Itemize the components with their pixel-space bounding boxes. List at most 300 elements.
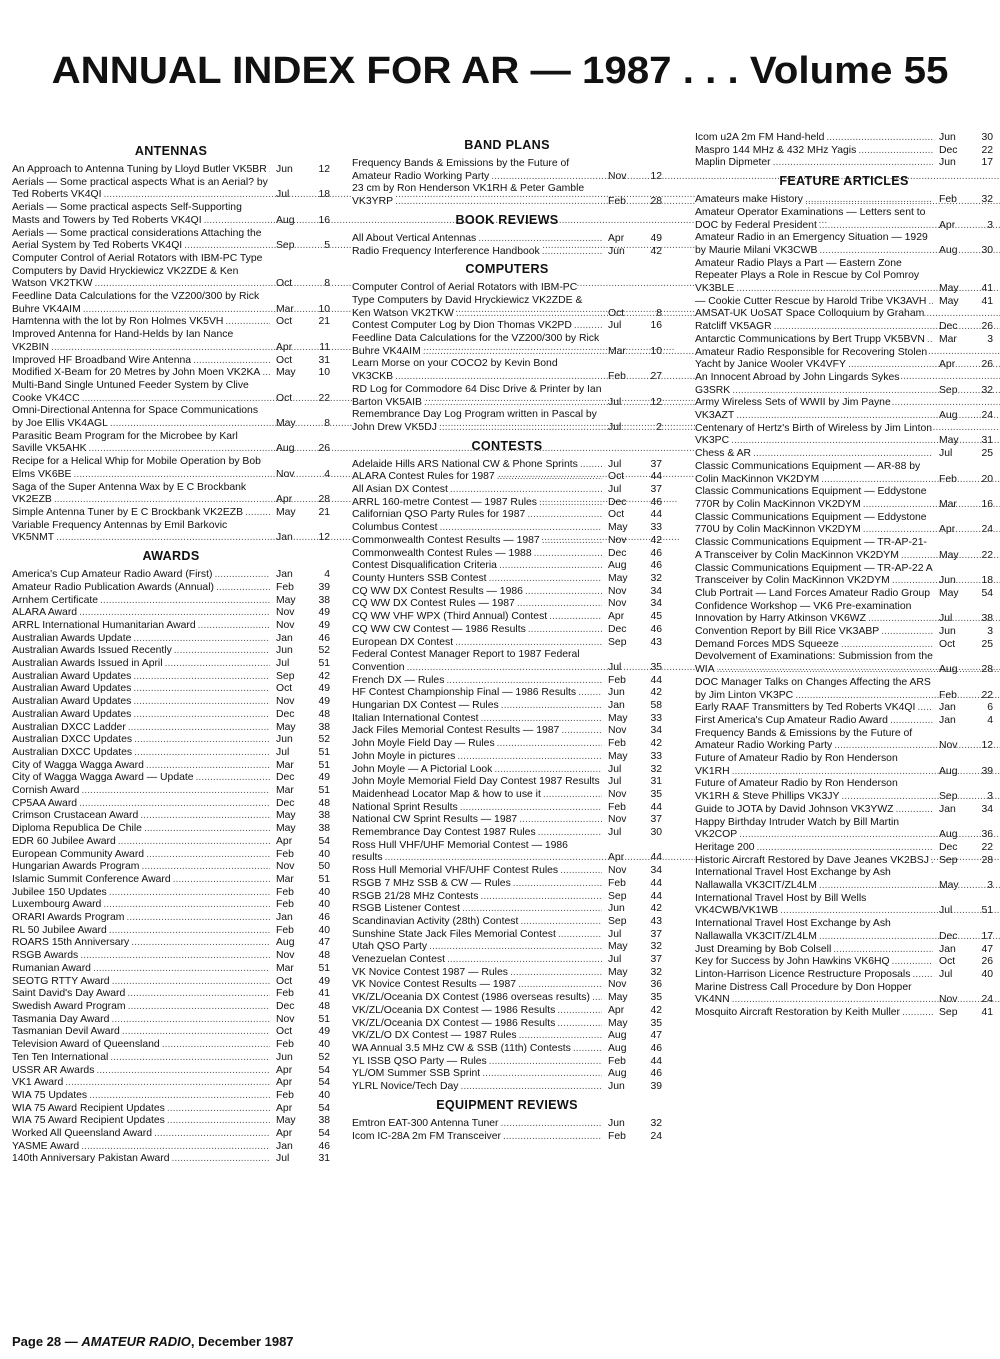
entry-title: National CW Sprint Results — 1987 (352, 814, 518, 826)
entry-title: Key for Success by John Hawkins VK6HQ (695, 956, 890, 968)
entry-page: 25 (981, 638, 993, 650)
index-entry (352, 1018, 662, 1031)
entry-month: Apr (939, 359, 956, 371)
entry-page: 12 (650, 396, 662, 408)
entry-title: ALARA Contest Rules for 1987 (352, 471, 495, 483)
index-entry (12, 645, 330, 658)
entry-title: CP5AA Award (12, 797, 78, 809)
entry-title: Improved Antenna for Hand-Helds by Ian Nance VK2BIN (12, 329, 234, 353)
entry-title: VK/ZL/Oceania DX Contest (1986 overseas results) (352, 992, 590, 1004)
entry-page: 3 (987, 880, 993, 892)
index-entry (695, 232, 993, 257)
entry-title: Utah QSO Party (352, 941, 428, 953)
entry-month: Sep (939, 791, 958, 803)
entry-page: 52 (318, 645, 330, 657)
entry-month: Jul (608, 484, 622, 496)
entry-month: May (276, 594, 296, 606)
entry-title: WIA 75 Award Recipient Updates (12, 1115, 165, 1127)
entry-title: John Moyle in pictures (352, 750, 456, 762)
entry-page: 3 (987, 219, 993, 231)
index-entry (12, 1014, 330, 1027)
entry-month: Jul (939, 905, 953, 917)
entry-title: Parasitic Beam Program for the Microbee by Karl Saville VK5AHK (12, 430, 238, 455)
entry-month: Apr (608, 852, 625, 864)
entry-title: Contest Computer Log by Dion Thomas VK2PD (352, 320, 572, 332)
entry-title: Australian Award Updates (12, 683, 132, 695)
index-entry (695, 157, 993, 170)
entry-title: Classic Communications Equipment — AR-88 by Colin MacKinnon VK2DYM (695, 460, 921, 485)
entry-title: Army Wireless Sets of WWII by Jim Payne VK3AZT (695, 397, 891, 422)
index-entry (12, 520, 330, 545)
entry-month: Feb (276, 1039, 294, 1051)
entry-title: Classic Communications Equipment — Eddystone 770U by Colin MacKinnon VK2DYM (695, 511, 927, 536)
index-entry (352, 891, 662, 904)
index-entry (695, 397, 993, 422)
index-entry (12, 228, 330, 253)
entry-month: Oct (276, 392, 293, 404)
entry-title: Ten Ten International (12, 1051, 109, 1063)
entry-month: May (608, 966, 628, 978)
entry-page: 24 (981, 410, 993, 422)
index-entry (352, 967, 662, 980)
entry-page: 37 (650, 954, 662, 966)
index-entry (12, 709, 330, 722)
entry-month: May (939, 295, 959, 307)
entry-title: Classic Communications Equipment — TR-AP-22 A Transceiver by Colin MacKinnon VK2DYM (695, 562, 933, 587)
entry-title: All Asian DX Contest (352, 484, 448, 496)
entry-month: Jul (939, 448, 953, 460)
entry-page: 3 (987, 333, 993, 345)
entry-page: 42 (650, 1004, 662, 1016)
entry-page: 51 (318, 873, 330, 885)
entry-page: 32 (981, 384, 993, 396)
entry-page: 32 (650, 966, 662, 978)
entry-page: 10 (650, 345, 662, 357)
entry-page: 25 (981, 448, 993, 460)
entry-page: 34 (650, 585, 662, 597)
entry-month: Jun (608, 687, 625, 699)
entry-title: Linton-Harrison Licence Restructure Proposals (695, 969, 911, 980)
index-entry (352, 738, 662, 751)
entry-page: 54 (318, 1064, 330, 1076)
index-entry (695, 855, 993, 868)
index-entry (352, 687, 662, 700)
entry-title: International Travel Host by Bill Wells VK4CWB/VK1WB (695, 892, 867, 917)
index-entry (12, 722, 330, 735)
entry-page: 44 (650, 471, 662, 483)
entry-month: Nov (276, 607, 295, 619)
entry-page: 17 (981, 930, 993, 942)
entry-month: Oct (608, 307, 625, 319)
entry-page: 42 (650, 738, 662, 750)
entry-title: HF Contest Championship Final — 1986 Results (352, 687, 577, 699)
entry-page: 34 (650, 725, 662, 737)
entry-month: Nov (608, 725, 627, 737)
entry-page: 40 (318, 899, 330, 911)
entry-month: Sep (608, 636, 627, 648)
index-entry (695, 563, 993, 588)
index-entry (352, 751, 662, 764)
index-entry (12, 1065, 330, 1078)
entry-title: Worked All Queensland Award (12, 1128, 152, 1140)
page-footer (12, 1334, 294, 1349)
entry-page: 4 (324, 468, 330, 480)
entry-page: 52 (318, 1051, 330, 1063)
entry-page: 41 (981, 283, 993, 295)
entry-title: Multi-Band Single Untuned Feeder System by Clive Cooke VK4CC (12, 379, 249, 404)
entry-month: May (939, 549, 959, 561)
entry-title: Just Dreaming by Bob Colsell (695, 943, 832, 955)
index-entry (352, 158, 662, 183)
footer-date: , December 1987 (190, 1334, 294, 1349)
entry-page: 31 (650, 776, 662, 788)
entry-title: RSGB 21/28 MHz Contests (352, 890, 479, 902)
section-heading: CONTESTS (471, 438, 543, 453)
index-entry (12, 633, 330, 646)
entry-page: 26 (981, 359, 993, 371)
entry-month: Nov (608, 788, 627, 800)
entry-month: May (939, 587, 959, 599)
entry-month: Jan (939, 702, 956, 714)
index-entry (12, 1001, 330, 1014)
entry-month: Jun (276, 645, 293, 657)
entry-title: Hamtenna with the lot by Ron Holmes VK5VH (12, 316, 224, 328)
entry-title: Australian Awards Issued in April (12, 658, 163, 670)
entry-month: Oct (276, 278, 293, 290)
entry-month: May (608, 992, 628, 1004)
entry-page: 51 (318, 759, 330, 771)
entry-page: 18 (981, 575, 993, 587)
entry-title: America's Cup Amateur Radio Award (First) (12, 569, 213, 581)
entry-page: 44 (650, 890, 662, 902)
entry-page: 49 (318, 619, 330, 631)
entry-title: Icom u2A 2m FM Hand-held (695, 132, 825, 143)
entry-month: May (939, 880, 959, 892)
entry-page: 45 (650, 611, 662, 623)
entry-page: 38 (318, 1115, 330, 1127)
index-entry (352, 903, 662, 916)
entry-page: 40 (318, 924, 330, 936)
entry-month: Feb (276, 988, 294, 1000)
entry-page: 51 (981, 905, 993, 917)
entry-title: Australian DXCC Updates (12, 734, 133, 746)
index-entry (12, 507, 330, 520)
index-entry (352, 560, 662, 573)
index-entry (12, 874, 330, 887)
entry-page: 3 (987, 626, 993, 638)
index-entry (12, 1090, 330, 1103)
index-entry (352, 802, 662, 815)
entry-page: 32 (650, 1117, 662, 1129)
index-entry (12, 823, 330, 836)
entry-title: Guide to JOTA by David Johnson VK3YWZ (695, 803, 894, 815)
entry-page: 4 (324, 569, 330, 581)
index-entry (352, 1131, 662, 1144)
entry-page: 54 (981, 587, 993, 599)
entry-title: Learn Morse on your COCO2 by Kevin Bond VK3CKB (352, 358, 558, 383)
entry-page: 8 (324, 278, 330, 290)
index-entry (695, 842, 993, 855)
entry-month: Feb (276, 581, 294, 593)
index-entry (352, 713, 662, 726)
entry-title: John Moyle — A Pictorial Look (352, 763, 493, 775)
entry-title: CQ WW DX Contest Results — 1986 (352, 585, 523, 597)
entry-page: 39 (650, 1081, 662, 1093)
entry-title: RSGB 7 MHz SSB & CW — Rules (352, 877, 511, 889)
entry-month: Aug (608, 1068, 627, 1080)
entry-month: Feb (276, 1089, 294, 1101)
entry-month: Feb (608, 196, 626, 208)
entry-month: Aug (276, 443, 295, 455)
entry-page: 47 (650, 1030, 662, 1042)
entry-month: May (608, 712, 628, 724)
entry-month: Jun (608, 903, 625, 915)
entry-title: Australian Award Updates (12, 670, 132, 682)
entry-page: 42 (650, 687, 662, 699)
entry-page: 58 (650, 700, 662, 712)
entry-page: 41 (318, 988, 330, 1000)
entry-title: Australian Awards Issued Recently (12, 645, 172, 657)
index-entry (12, 1153, 330, 1166)
index-entry (352, 1043, 662, 1056)
entry-title: Mosquito Aircraft Restoration by Keith Muller (695, 1007, 901, 1019)
entry-title: Amateur Radio in an Emergency Situation — 1929 by Maurie Milani VK3CWB (695, 232, 928, 256)
entry-month: Nov (608, 170, 627, 182)
entry-title: USSR AR Awards (12, 1064, 95, 1076)
entry-month: Jun (939, 157, 956, 169)
entry-page: 51 (318, 658, 330, 670)
index-entry (352, 1030, 662, 1043)
entry-page: 40 (318, 848, 330, 860)
entry-month: Feb (276, 899, 294, 911)
index-entry (12, 1052, 330, 1065)
entry-page: 32 (650, 941, 662, 953)
entry-month: Mar (276, 759, 294, 771)
index-entry (352, 586, 662, 599)
entry-month: May (608, 750, 628, 762)
entry-title: ORARI Awards Program (12, 912, 125, 924)
entry-month: Feb (608, 674, 626, 686)
entry-title: Scandinavian Activity (28th) Contest (352, 915, 519, 927)
entry-page: 44 (650, 674, 662, 686)
entry-title: VK Novice Contest 1987 — Rules (352, 966, 508, 978)
entry-month: May (939, 283, 959, 295)
index-entry (12, 887, 330, 900)
entry-page: 51 (318, 746, 330, 758)
entry-title: Diploma Republica De Chile (12, 823, 142, 835)
index-entry (12, 1077, 330, 1090)
entry-page: 46 (318, 912, 330, 924)
entry-title: Adelaide Hills ARS National CW & Phone Sprints (352, 458, 578, 470)
entry-month: Apr (276, 1128, 293, 1140)
entry-page: 22 (981, 689, 993, 701)
index-entry (695, 1007, 993, 1020)
entry-month: May (276, 367, 296, 379)
entry-title: CQ WW CW Contest — 1986 Results (352, 623, 526, 635)
entry-month: Feb (608, 1130, 626, 1142)
entry-page: 46 (650, 623, 662, 635)
entry-month: Feb (939, 473, 957, 485)
entry-page: 44 (650, 1055, 662, 1067)
entry-page: 24 (650, 1130, 662, 1142)
index-entry (352, 992, 662, 1005)
entry-month: Jun (276, 734, 293, 746)
index-entry (695, 702, 993, 715)
section-heading: AWARDS (142, 549, 200, 564)
entry-title: International Travel Host Exchange by Ash Nallawalla VK3CIT/ZL4LM (695, 918, 891, 942)
entry-month: Dec (939, 321, 958, 333)
entry-month: Dec (608, 547, 627, 559)
entry-page: 46 (650, 1043, 662, 1054)
index-entry (12, 253, 330, 291)
index-entry (695, 804, 993, 817)
entry-title: RSGB Listener Contest (352, 903, 460, 915)
entry-month: Apr (939, 219, 956, 231)
entry-month: Aug (939, 664, 958, 676)
entry-month: Feb (608, 738, 626, 750)
index-entry (352, 865, 662, 878)
entry-title: Australian Awards Update (12, 632, 132, 644)
entry-title: Maidenhead Locator Map & how to use it (352, 788, 541, 800)
index-entry (12, 683, 330, 696)
entry-month: Dec (276, 772, 295, 784)
entry-month: Jun (276, 164, 293, 175)
index-entry (12, 861, 330, 874)
entry-title: Variable Frequency Antennas by Emil Barkovic VK5NMT (12, 519, 228, 544)
index-entry (352, 878, 662, 891)
entry-title: YL ISSB QSO Party — Rules (352, 1055, 487, 1067)
entry-page: 47 (318, 937, 330, 949)
entry-month: Nov (276, 696, 295, 708)
entry-title: Centenary of Hertz's Birth of Wireless by Jim Linton VK3PC (695, 422, 933, 447)
entry-page: 28 (318, 494, 330, 506)
index-entry (352, 459, 662, 472)
entry-title: WIA 75 Updates (12, 1089, 88, 1101)
entry-month: Aug (939, 410, 958, 422)
entry-month: Jun (939, 575, 956, 587)
entry-month: Aug (939, 829, 958, 841)
entry-page: 38 (981, 613, 993, 625)
entry-title: RL 50 Jubilee Award (12, 924, 107, 936)
entry-month: Jul (276, 189, 290, 201)
entry-page: 40 (981, 969, 993, 980)
index-entry (352, 814, 662, 827)
index-entry (695, 296, 993, 309)
entry-title: Club Portrait — Land Forces Amateur Radio Group (695, 587, 931, 599)
index-entry (12, 849, 330, 862)
entry-title: Sunshine State Jack Files Memorial Contest (352, 928, 556, 940)
entry-month: Feb (608, 1055, 626, 1067)
entry-page: 40 (318, 886, 330, 898)
entry-month: Sep (939, 854, 958, 866)
index-entry (352, 522, 662, 535)
entry-page: 48 (318, 797, 330, 809)
index-entry (695, 817, 993, 842)
entry-page: 49 (318, 975, 330, 987)
index-entry (12, 431, 330, 456)
entry-title: ROARS 15th Anniversary (12, 937, 130, 949)
entry-title: Improved HF Broadband Wire Antenna (12, 354, 192, 366)
entry-title: VK Novice Contest Results — 1987 (352, 979, 517, 991)
entry-title: Ross Hull VHF/UHF Memorial Contest — 1986 results (352, 839, 568, 864)
entry-month: Apr (608, 232, 625, 244)
entry-title: CQ WW VHF WPX (Third Annual) Contest (352, 611, 548, 623)
entry-month: Aug (608, 560, 627, 572)
entry-title: Tasmanian Devil Award (12, 1026, 120, 1038)
entry-title: All About Vertical Antennas (352, 232, 477, 244)
entry-page: 38 (318, 721, 330, 733)
entry-month: Jun (939, 132, 956, 143)
entry-month: May (608, 522, 628, 534)
entry-page: 8 (324, 418, 330, 430)
entry-month: Nov (276, 1013, 295, 1025)
entry-page: 16 (650, 320, 662, 332)
entry-page: 10 (318, 367, 330, 379)
entry-title: Venezuelan Contest (352, 954, 446, 966)
entry-page: 54 (318, 1077, 330, 1089)
entry-month: Apr (276, 1064, 293, 1076)
entry-page: 34 (650, 865, 662, 877)
entry-title: ARRL International Humanitarian Award (12, 619, 196, 631)
index-entry (695, 753, 993, 778)
entry-month: Oct (276, 683, 293, 695)
entry-month: Feb (939, 194, 957, 206)
entry-title: Future of Amateur Radio by Ron Henderson VK1RH & Steve Phillips VK3JY (695, 778, 898, 803)
section-heading: COMPUTERS (465, 262, 549, 277)
entry-title: Italian International Contest (352, 712, 479, 724)
index-column-3 (695, 132, 993, 1020)
index-entry (695, 677, 993, 702)
entry-title: Classic Communications Equipment — Eddystone 770R by Colin MacKinnon VK2DYM (695, 486, 927, 510)
entry-page: 26 (981, 321, 993, 333)
entry-title: Computer Control of Aerial Rotators with IBM-PC Type Computers by David Hryckiewicz VK2ZDE & Ken Watson VK2TKW (352, 282, 583, 319)
entry-month: Oct (276, 1026, 293, 1038)
entry-title: Convention Report by Bill Rice VK3ABP (695, 626, 880, 638)
entry-page: 30 (981, 244, 993, 256)
index-entry (695, 588, 993, 601)
entry-page: 35 (650, 1017, 662, 1029)
index-entry (12, 1039, 330, 1052)
entry-month: Jan (939, 803, 956, 815)
entry-month: Jan (608, 700, 625, 712)
entry-title: Amateurs make History (695, 194, 803, 206)
entry-page: 2 (656, 421, 662, 433)
page-title: ANNUAL INDEX FOR AR — 1987 . . . Volume 55 (51, 50, 949, 92)
entry-month: Sep (939, 384, 958, 396)
entry-page: 42 (650, 903, 662, 915)
entry-month: Nov (939, 994, 958, 1006)
index-entry (12, 696, 330, 709)
entry-page: 31 (318, 354, 330, 366)
entry-page: 22 (981, 841, 993, 853)
index-entry (352, 358, 662, 383)
index-entry (695, 601, 993, 626)
entry-page: 31 (981, 435, 993, 447)
entry-page: 24 (981, 524, 993, 536)
entry-month: Apr (276, 341, 293, 353)
entry-page: 16 (981, 498, 993, 510)
entry-month: Jan (276, 912, 293, 924)
entry-page: 28 (650, 196, 662, 208)
entry-page: 46 (318, 632, 330, 644)
index-entry (12, 1128, 330, 1141)
index-entry (12, 355, 330, 368)
entry-month: Oct (276, 316, 293, 328)
entry-month: May (939, 435, 959, 447)
entry-title: Commonwealth Contest Results — 1987 (352, 534, 540, 546)
index-entry (12, 329, 330, 354)
entry-page: 11 (319, 341, 330, 353)
